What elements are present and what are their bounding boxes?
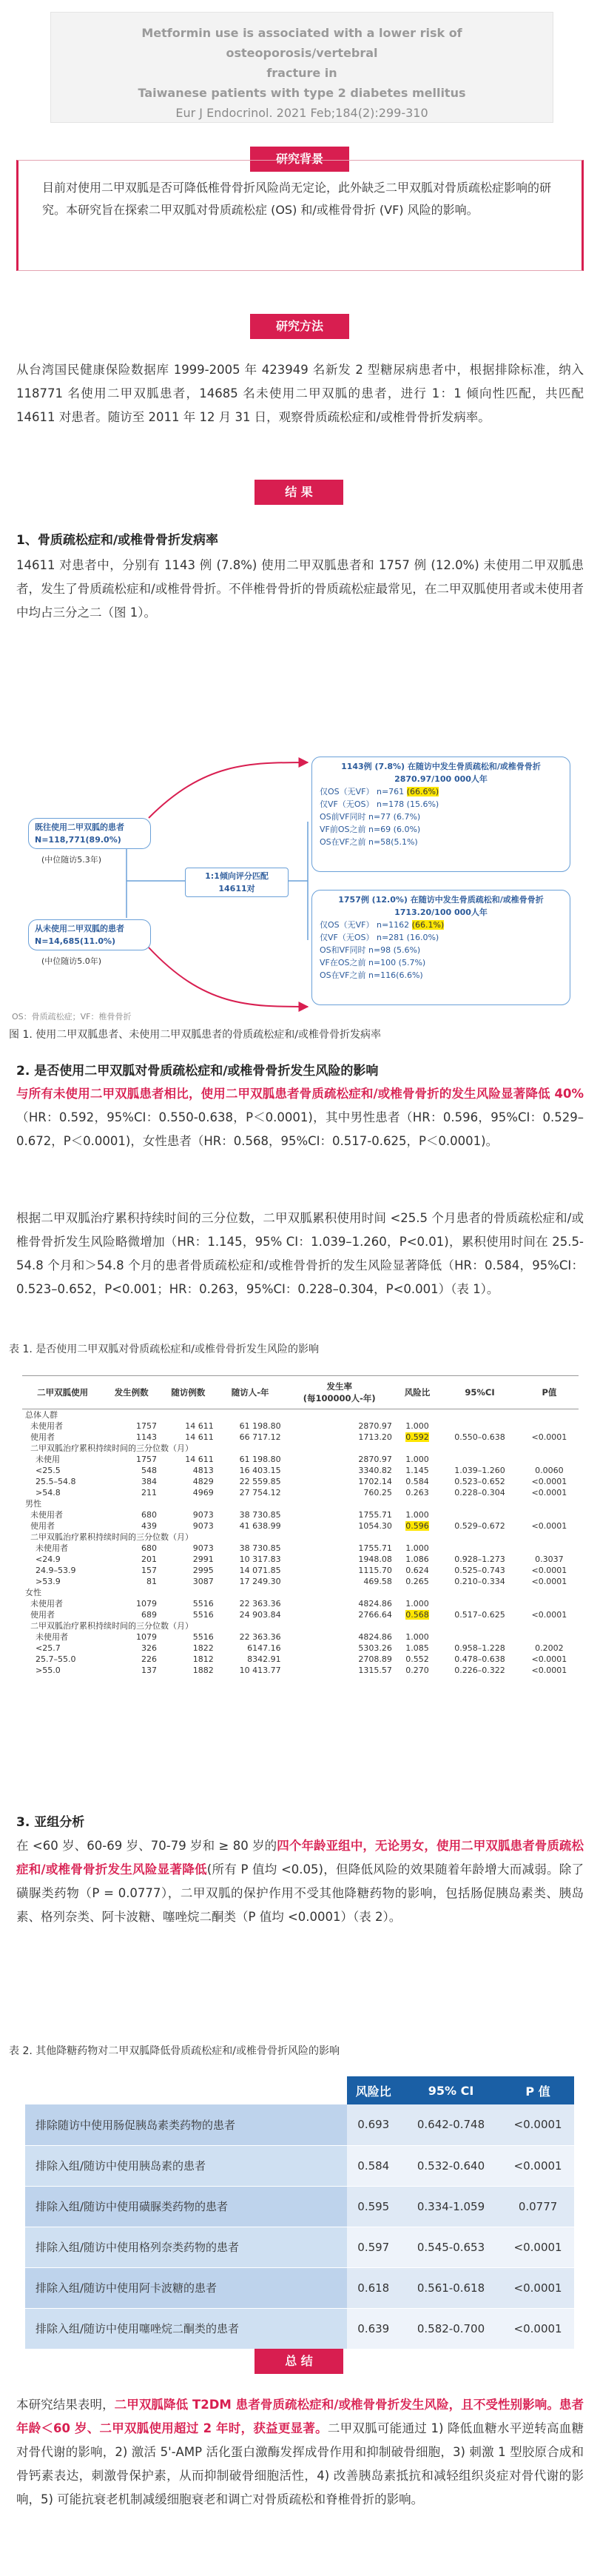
table-2-cell: 0.584: [347, 2145, 400, 2186]
table-1-cell: 1713.20: [358, 1432, 392, 1442]
table-1-cell: 0.550–0.638: [454, 1432, 505, 1442]
results-2a-rest: （HR：0.592，95%CI：0.550-0.638，P＜0.0001)，其中男性患者（HR：0.596，95%CI：0.529–0.672，P＜0.0001)，女性患者（HR：0.568，95%CI：0.517-0.625，P＜0.0001)。: [16, 1110, 584, 1148]
table-1-row: [22, 1643, 579, 1654]
table-1-cell: 1.000: [405, 1455, 429, 1464]
table-1-row-label: <24.9: [25, 1554, 61, 1564]
group-users-label: 既往使用二甲双胍的患者: [35, 822, 124, 832]
table-1-row-label: >54.8: [25, 1488, 61, 1497]
users-row-0: [320, 785, 562, 798]
table-1-row-label: >55.0: [25, 1666, 61, 1675]
table-1-cell: 1755.71: [358, 1510, 392, 1520]
table-1-cell: <0.0001: [531, 1566, 567, 1575]
table-1-cell: 2708.89: [358, 1654, 392, 1664]
table-1-cell: 14 611: [185, 1455, 214, 1464]
table-1-row-label: 25.5–54.8: [25, 1477, 76, 1486]
table-2-cell: 0.0777: [502, 2186, 574, 2227]
results-3-pre: 在 <60 岁、60-69 岁、70-79 岁和 ≥ 80 岁的: [16, 1839, 277, 1853]
nonusers-outcome-headline: 1757例 (12.0%) 在随访中发生骨质疏松和/或椎骨骨折: [338, 895, 544, 905]
table-1-row-label: 未使用者: [25, 1510, 63, 1520]
table-1-cell: 0.523–0.652: [454, 1477, 505, 1486]
table-1-row-label: 二甲双胍治疗累积持续时间的三分位数（月）: [25, 1621, 193, 1631]
table-1-cell: 41 638.99: [239, 1521, 281, 1531]
conclusion-pre: 本研究结果表明，: [16, 2398, 115, 2412]
table-1-row-label: 使用者: [25, 1610, 55, 1620]
results-2a-highlight: 与所有未使用二甲双胍患者相比，使用二甲双胍患者骨质疏松症和/或椎骨骨折的发生风险显著降低 40%: [16, 1087, 584, 1101]
table-1-cell: 5516: [192, 1610, 214, 1620]
table-1-row-label: 二甲双胍治疗累积持续时间的三分位数（月）: [25, 1443, 193, 1453]
table-2-row: [25, 2104, 574, 2145]
table-1: [22, 1375, 579, 1676]
table-1-row: [22, 1665, 579, 1676]
table-1-cell: 1315.57: [358, 1666, 392, 1675]
table-1-cell: 1757: [136, 1421, 158, 1431]
table-1-caption: 表 1. 是否使用二甲双胍对骨质疏松症和/或椎骨骨折发生风险的影响: [9, 1344, 319, 1355]
table-1-row: [22, 1654, 579, 1665]
table-1-cell: [520, 1598, 579, 1609]
table-1-cell: 2766.64: [358, 1610, 392, 1620]
table-1-cell: 0.265: [405, 1577, 429, 1586]
group-nonusers-count: N=14,685(11.0%): [35, 936, 116, 946]
table-1-row-label: 女性: [25, 1588, 41, 1597]
table-1-cell: 1079: [136, 1632, 158, 1642]
matching-pairs: 14611对: [218, 884, 255, 893]
nonusers-row-2: OS和VF同时 n=98 (5.6%): [320, 945, 421, 955]
table-1-row-label: 男性: [25, 1499, 41, 1509]
table-1-cell: 9073: [192, 1543, 214, 1553]
table-1-row: [22, 1598, 579, 1609]
matching-label: 1:1倾向评分匹配: [205, 871, 269, 881]
table-1-cell: 0.552: [405, 1654, 429, 1664]
table-1-cell: 3087: [192, 1577, 214, 1586]
table-1-cell: 4824.86: [358, 1599, 392, 1609]
table-1-row: [22, 1498, 579, 1509]
table-1-row: [22, 1543, 579, 1554]
table-1-cell: <0.0001: [531, 1521, 567, 1531]
table-1-cell: 0.2002: [535, 1643, 564, 1653]
table-1-row: [22, 1421, 579, 1432]
table-1-row-label: 未使用者: [25, 1421, 63, 1431]
section-tag-results: 结 果: [255, 480, 343, 505]
table-1-row-label: >53.9: [25, 1577, 61, 1586]
table-1-row-label: 未使用: [25, 1455, 60, 1464]
table-1-cell: [520, 1454, 579, 1465]
table-1-cell: [439, 1598, 520, 1609]
table-2-cell: 0.561-0.618: [400, 2267, 502, 2308]
table-1-cell: 1054.30: [358, 1521, 392, 1531]
results-3-post: (所有 P 值均 <0.05)，但降低风险的效果随着年龄增大而减弱。除了磺脲类药物（P = 0.0777），二甲双胍的保护作用不受其他降糖药物的影响，包括肠促胰岛素类、胰岛素、格列奈类、阿卡波糖、噻唑烷二酮类（P 值均 <0.0001）（表 2）。: [16, 1862, 584, 1924]
table-1-cell: 1.000: [405, 1632, 429, 1642]
table-1-cell: 24 903.84: [239, 1610, 281, 1620]
table-2-row-label: 排除入组/随访中使用胰岛素的患者: [25, 2145, 347, 2186]
table-1-cell: 22 363.36: [239, 1599, 281, 1609]
nonusers-row-0-text: 仅OS（无VF） n=1162: [320, 920, 412, 930]
table-1-cell: 1948.08: [358, 1554, 392, 1564]
table-1-cell: 8342.91: [247, 1654, 281, 1664]
results-heading-1: 1、骨质疏松症和/或椎骨骨折发病率: [16, 533, 219, 548]
table-1-cell: 0.210–0.334: [454, 1577, 505, 1586]
table-2-row-label: 排除入组/随访中使用阿卡波糖的患者: [25, 2267, 347, 2308]
table-1-cell: 760.25: [363, 1488, 392, 1497]
table-1-cell: <0.0001: [531, 1488, 567, 1497]
table-1-cell: 680: [141, 1510, 158, 1520]
users-outcome-rate: 2870.97/100 000人年: [394, 774, 488, 784]
table-1-cell: <0.0001: [531, 1577, 567, 1586]
table-1-cell: 1882: [192, 1666, 214, 1675]
table-2-row: [25, 2267, 574, 2308]
table-1-cell: 326: [141, 1643, 158, 1653]
results-text-3: [16, 1834, 584, 1929]
table-1-cell: [520, 1421, 579, 1432]
table-1-cell: <0.0001: [531, 1610, 567, 1620]
nonusers-row-1: 仅VF（无OS） n=281 (16.0%): [320, 933, 439, 942]
table-1-cell: 0.584: [405, 1477, 429, 1486]
table-1-cell: [439, 1509, 520, 1520]
background-text: 目前对使用二甲双胍是否可降低椎骨骨折风险尚无定论，此外缺乏二甲双胍对骨质疏松症影响的研究。本研究旨在探索二甲双胍对骨质疏松症 (OS) 和/或椎骨骨折 (VF) 风险的影响。: [42, 181, 552, 217]
table-1-cell: [520, 1543, 579, 1554]
table-1-cell: 0.624: [405, 1566, 429, 1575]
table-1-row: [22, 1520, 579, 1532]
citation-title-line1: Metformin use is associated with a lower risk of osteoporosis/vertebral: [141, 26, 462, 60]
table-1-col-incidence: 发生率 (每100000人-年): [284, 1376, 395, 1409]
table-1-row: [22, 1443, 579, 1454]
table-1-cell: 22 363.36: [239, 1632, 281, 1642]
table-1-row: [22, 1609, 579, 1620]
hr-highlight: 0.596: [405, 1521, 429, 1531]
table-1-cell: [520, 1509, 579, 1520]
results-3-highlight: 四个年龄亚组中，无论男女，使用二甲双胍患者骨质疏松症和/或椎骨骨折发生风险显著降低: [16, 1839, 584, 1876]
figure-1-caption: 图 1. 使用二甲双胍患者、未使用二甲双胍患者的骨质疏松症和/或椎骨骨折发病率: [9, 1029, 381, 1041]
results-heading-3: 3. 亚组分析: [16, 1815, 85, 1830]
table-1-cell: 0.228–0.304: [454, 1488, 505, 1497]
table-1-cell: 1079: [136, 1599, 158, 1609]
results-text-2a: [16, 1082, 584, 1153]
table-1-cell: 10 317.83: [239, 1554, 281, 1564]
matching-box: [185, 868, 289, 897]
table-1-cell: 1757: [136, 1455, 158, 1464]
section-tag-conclusion: 总 结: [255, 2349, 343, 2374]
table-1-cell: 1.000: [405, 1421, 429, 1431]
table-1-row-label: 使用者: [25, 1521, 55, 1531]
table-1-cell: 1702.14: [358, 1477, 392, 1486]
table-1-cell: 1755.71: [358, 1543, 392, 1553]
results-text-2b: 根据二甲双胍治疗累积持续时间的三分位数，二甲双胍累积使用时间 <25.5 个月患者的骨质疏松症和/或椎骨骨折发生风险略微增加（HR：1.145，95% CI：1.039–1.260，P<0.01)，累积使用时间在 25.5-54.8 个月和＞54.8 个月的患者骨质疏松症和/或椎骨骨折的发生风险显著降低（HR：0.584，95%CI：0.523–0.652，P<0.001；HR：0.263，95%CI：0.228–0.304，P<0.001）（表 1）。: [16, 1211, 584, 1296]
table-1-row-label: 未使用者: [25, 1543, 68, 1553]
table-1-cell: 0.529–0.672: [454, 1521, 505, 1531]
arrow-bottom: [149, 947, 308, 1007]
table-1-cell: 157: [141, 1566, 158, 1575]
group-users-followup: (中位随访5.3年): [41, 855, 102, 865]
table-1-cell: 1822: [192, 1643, 214, 1653]
table-1-cell: 10 413.77: [239, 1666, 281, 1675]
table-1-cell: <0.0001: [531, 1432, 567, 1442]
table-2-cell: <0.0001: [502, 2104, 574, 2145]
table-1-row-label: 未使用者: [25, 1632, 68, 1642]
table-1-cell: 1.000: [405, 1599, 429, 1609]
table-1-row-label: <25.5: [25, 1466, 61, 1475]
group-metformin-users: [28, 818, 151, 849]
table-1-cell: 61 198.80: [239, 1421, 281, 1431]
table-1-row-label: <25.7: [25, 1643, 61, 1653]
table-1-cell: 2870.97: [358, 1455, 392, 1464]
table-1-cell: 211: [141, 1488, 158, 1497]
citation-title-line2: fracture in: [266, 66, 337, 80]
table-2-cell: 0.639: [347, 2308, 400, 2349]
table-1-cell: 137: [141, 1666, 158, 1675]
table-1-cell: 9073: [192, 1521, 214, 1531]
table-1-cell: 0.478–0.638: [454, 1654, 505, 1664]
table-1-col-hr: 风险比: [395, 1376, 439, 1409]
table-1-row: [22, 1576, 579, 1587]
table-1-cell: 0.263: [405, 1488, 429, 1497]
citation-box: [50, 12, 553, 123]
table-2-col-hr: 风险比: [347, 2076, 400, 2104]
users-row-0-highlight: (66.6%): [406, 787, 439, 796]
table-2-cell: <0.0001: [502, 2145, 574, 2186]
table-1-cell: 1.085: [405, 1643, 429, 1653]
citation-reference: Eur J Endocrinol. 2021 Feb;184(2):299-310: [175, 106, 428, 120]
table-2-row: [25, 2145, 574, 2186]
table-1-cell: [439, 1631, 520, 1643]
table-1-cell: 38 730.85: [239, 1510, 281, 1520]
table-1-cell: [395, 1520, 439, 1532]
table-1-cell: <0.0001: [531, 1666, 567, 1675]
table-1-cell: 0.928–1.273: [454, 1554, 505, 1564]
table-1-col-events: 发生例数: [103, 1376, 160, 1409]
section-tag-methods: 研究方法: [250, 314, 349, 339]
table-1-row: [22, 1476, 579, 1487]
table-1-cell: 0.517–0.625: [454, 1610, 505, 1620]
outcome-box-users: [311, 757, 570, 872]
table-1-cell: 14 071.85: [239, 1566, 281, 1575]
table-1-cell: 1.000: [405, 1510, 429, 1520]
table-1-row: [22, 1565, 579, 1576]
table-1-cell: 0.958–1.228: [454, 1643, 505, 1653]
table-1-cell: 1.086: [405, 1554, 429, 1564]
table-2-row: [25, 2308, 574, 2349]
table-1-row-label: 25.7–55.0: [25, 1654, 76, 1664]
nonusers-row-0: [320, 919, 562, 931]
methods-text: 从台湾国民健康保险数据库 1999-2005 年 423949 名新发 2 型糖尿病患者中，根据排除标准，纳入 118771 名使用二甲双胍患者，14685 名未使用二甲双胍的患者，进行 1：1 倾向性匹配，共匹配 14611 对患者。随访至 2011 年 12 月 31 日，观察骨质疏松症和/或椎骨骨折发病率。: [16, 363, 584, 424]
table-2-cell: 0.618: [347, 2267, 400, 2308]
table-1-cell: 2995: [192, 1566, 214, 1575]
table-1-cell: 22 559.85: [239, 1477, 281, 1486]
table-1-cell: 14 611: [185, 1421, 214, 1431]
table-2-caption: 表 2. 其他降糖药物对二甲双胍降低骨质疏松症和/或椎骨骨折风险的影响: [9, 2045, 340, 2057]
table-1-cell: 1812: [192, 1654, 214, 1664]
table-2-cell: 0.545-0.653: [400, 2227, 502, 2267]
table-1-cell: 16 403.15: [239, 1466, 281, 1475]
table-2-row-label: 排除入组/随访中使用噻唑烷二酮类的患者: [25, 2308, 347, 2349]
users-row-4: OS在VF之前 n=58(5.1%): [320, 837, 418, 847]
table-2-cell: <0.0001: [502, 2308, 574, 2349]
table-1-row: [22, 1432, 579, 1443]
table-1-cell: 548: [141, 1466, 158, 1475]
table-1-row: [22, 1532, 579, 1543]
table-1-cell: 0.270: [405, 1666, 429, 1675]
table-1-cell: 4813: [192, 1466, 214, 1475]
table-1-cell: 1.000: [405, 1543, 429, 1553]
table-1-row-label: 使用者: [25, 1432, 55, 1442]
table-1-cell: 9073: [192, 1510, 214, 1520]
table-1-cell: 5516: [192, 1599, 214, 1609]
table-1-cell: 1115.70: [358, 1566, 392, 1575]
table-1-cell: [439, 1543, 520, 1554]
table-2: [25, 2076, 574, 2349]
table-2-cell: 0.582-0.700: [400, 2308, 502, 2349]
table-1-row: [22, 1465, 579, 1476]
table-2-header-row: [25, 2076, 574, 2104]
table-1-cell: 38 730.85: [239, 1543, 281, 1553]
users-outcome-headline: 1143例 (7.8%) 在随访中发生骨质疏松和/或椎骨骨折: [341, 762, 541, 771]
table-1-cell: 680: [141, 1543, 158, 1553]
figure-1: [12, 733, 589, 1022]
table-2-cell: 0.642-0.748: [400, 2104, 502, 2145]
table-1-cell: 17 249.30: [239, 1577, 281, 1586]
conclusion-highlight: 二甲双胍降低 T2DM 患者骨质疏松症和/或椎骨骨折发生风险，且不受性别影响。患者年龄＜60 岁、二甲双胍使用超过 2 年时，获益更显著。: [16, 2398, 584, 2435]
arrow-top: [149, 762, 308, 818]
table-2-cell: 0.595: [347, 2186, 400, 2227]
table-1-cell: 0.226–0.322: [454, 1666, 505, 1675]
background-box: [16, 160, 584, 271]
nonusers-outcome-rate: 1713.20/100 000人年: [394, 908, 488, 917]
table-2-col-p: P 值: [502, 2076, 574, 2104]
table-1-cell: <0.0001: [531, 1654, 567, 1664]
table-1-col-followed: 随访例数: [160, 1376, 217, 1409]
group-nonusers-label: 从未使用二甲双胍的患者: [35, 924, 124, 933]
table-1-row: [22, 1631, 579, 1643]
table-2-col-ci: 95% CI: [400, 2076, 502, 2104]
nonusers-row-3: VF在OS之前 n=100 (5.7%): [320, 958, 426, 967]
table-1-row: [22, 1554, 579, 1565]
table-1-cell: 2991: [192, 1554, 214, 1564]
table-2-cell: 0.334-1.059: [400, 2186, 502, 2227]
table-1-cell: [395, 1609, 439, 1620]
table-1-cell: 384: [141, 1477, 158, 1486]
users-row-3: VF前OS之前 n=69 (6.0%): [320, 825, 421, 834]
table-1-col-usage: 二甲双胍使用: [22, 1376, 103, 1409]
hr-highlight: 0.592: [405, 1432, 429, 1442]
hr-highlight: 0.568: [405, 1610, 429, 1620]
table-1-cell: [439, 1421, 520, 1432]
table-2-col-blank: [25, 2076, 347, 2104]
table-1-cell: 5303.26: [358, 1643, 392, 1653]
table-2-cell: <0.0001: [502, 2267, 574, 2308]
users-row-0-text: 仅OS（无VF） n=761: [320, 787, 407, 796]
table-2-cell: 0.693: [347, 2104, 400, 2145]
table-1-cell: 226: [141, 1654, 158, 1664]
table-1-col-person-years: 随访人-年: [217, 1376, 284, 1409]
conclusion-text: [16, 2393, 584, 2512]
table-1-cell: 439: [141, 1521, 158, 1531]
table-1-cell: 5516: [192, 1632, 214, 1642]
figure-legend: OS：骨质疏松症；VF：椎骨骨折: [12, 1012, 132, 1022]
table-2-row-label: 排除随访中使用肠促胰岛素类药物的患者: [25, 2104, 347, 2145]
table-1-row-label: 二甲双胍治疗累积持续时间的三分位数（月）: [25, 1532, 193, 1542]
table-1-cell: 4829: [192, 1477, 214, 1486]
table-1-cell: 27 754.12: [239, 1488, 281, 1497]
table-1-row: [22, 1509, 579, 1520]
table-1-row-label: 总体人群: [25, 1410, 58, 1420]
table-1-cell: 61 198.80: [239, 1455, 281, 1464]
outcome-box-nonusers: [311, 890, 570, 1005]
table-1-cell: 2870.97: [358, 1421, 392, 1431]
table-1-cell: 0.3037: [535, 1554, 564, 1564]
table-2-row: [25, 2227, 574, 2267]
group-users-count: N=118,771(89.0%): [35, 835, 121, 845]
table-1-col-p: P值: [520, 1376, 579, 1409]
table-1-row: [22, 1620, 579, 1631]
table-1-cell: 4824.86: [358, 1632, 392, 1642]
table-1-cell: 1143: [136, 1432, 158, 1442]
table-1-row: [22, 1487, 579, 1498]
table-1-cell: 3340.82: [358, 1466, 392, 1475]
table-2-cell: <0.0001: [502, 2227, 574, 2267]
group-nonusers-followup: (中位随访5.0年): [41, 956, 102, 966]
results-heading-2: 2. 是否使用二甲双胍对骨质疏松症和/或椎骨骨折发生风险的影响: [16, 1064, 379, 1079]
table-1-cell: 469.58: [363, 1577, 392, 1586]
table-1-cell: [520, 1631, 579, 1643]
table-1-cell: [439, 1454, 520, 1465]
table-2-row-label: 排除入组/随访中使用磺脲类药物的患者: [25, 2186, 347, 2227]
table-1-row: [22, 1454, 579, 1465]
table-1-cell: <0.0001: [531, 1477, 567, 1486]
users-row-1: 仅VF（无OS） n=178 (15.6%): [320, 799, 439, 809]
table-1-cell: [395, 1432, 439, 1443]
table-1-cell: 1.039–1.260: [454, 1466, 505, 1475]
table-2-cell: 0.597: [347, 2227, 400, 2267]
table-1-header-row: [22, 1376, 579, 1409]
table-1-col-ci: 95%CI: [439, 1376, 520, 1409]
table-1-cell: 0.525–0.743: [454, 1566, 505, 1575]
table-2-row: [25, 2186, 574, 2227]
table-2-cell: 0.532-0.640: [400, 2145, 502, 2186]
group-non-users: [28, 919, 151, 950]
users-row-2: OS前VF同时 n=77 (6.7%): [320, 812, 421, 822]
table-1-row: [22, 1587, 579, 1598]
table-1-cell: 66 717.12: [239, 1432, 281, 1442]
table-1-row: [22, 1409, 579, 1421]
conclusion-post: 二甲双胍可能通过 1) 降低血糖水平逆转高血糖对骨代谢的影响，2) 激活 5'-AMP 活化蛋白激酶发挥成骨作用和抑制破骨细胞，3) 刺激 1 型胶原合成和骨钙素表达，刺激骨保护素，从而抑制破骨细胞活性，4) 改善胰岛素抵抗和减轻组织炎症对骨代谢的影响，5) 可能抗衰老机制减缓细胞衰老和调亡对骨质疏松和脊椎骨折的影响。: [16, 2421, 584, 2506]
table-1-row-label: 24.9–53.9: [25, 1566, 76, 1575]
table-1-cell: 14 611: [185, 1432, 214, 1442]
table-2-row-label: 排除入组/随访中使用格列奈类药物的患者: [25, 2227, 347, 2267]
table-1-cell: 81: [146, 1577, 158, 1586]
citation-title-line3: Taiwanese patients with type 2 diabetes mellitus: [138, 86, 466, 100]
section-tag-background: 研究背景: [250, 147, 349, 172]
nonusers-row-4: OS在VF之前 n=116(6.6%): [320, 970, 423, 980]
nonusers-row-0-highlight: (66.1%): [411, 920, 445, 930]
table-1-cell: 1.145: [405, 1466, 429, 1475]
table-1-cell: 6147.16: [247, 1643, 281, 1653]
table-1-cell: 0.0060: [535, 1466, 564, 1475]
table-1-cell: 689: [141, 1610, 158, 1620]
table-1-cell: 4969: [192, 1488, 214, 1497]
results-text-1: 14611 对患者中，分别有 1143 例 (7.8%) 使用二甲双胍患者和 1757 例 (12.0%) 未使用二甲双胍患者，发生了骨质疏松症和/或椎骨骨折。不伴椎骨骨折的骨质疏松症最常见，在二甲双胍使用者或未使用者中均占三分之二（图 1）。: [16, 558, 584, 620]
table-1-row-label: 未使用者: [25, 1599, 63, 1609]
table-1-cell: 201: [141, 1554, 158, 1564]
